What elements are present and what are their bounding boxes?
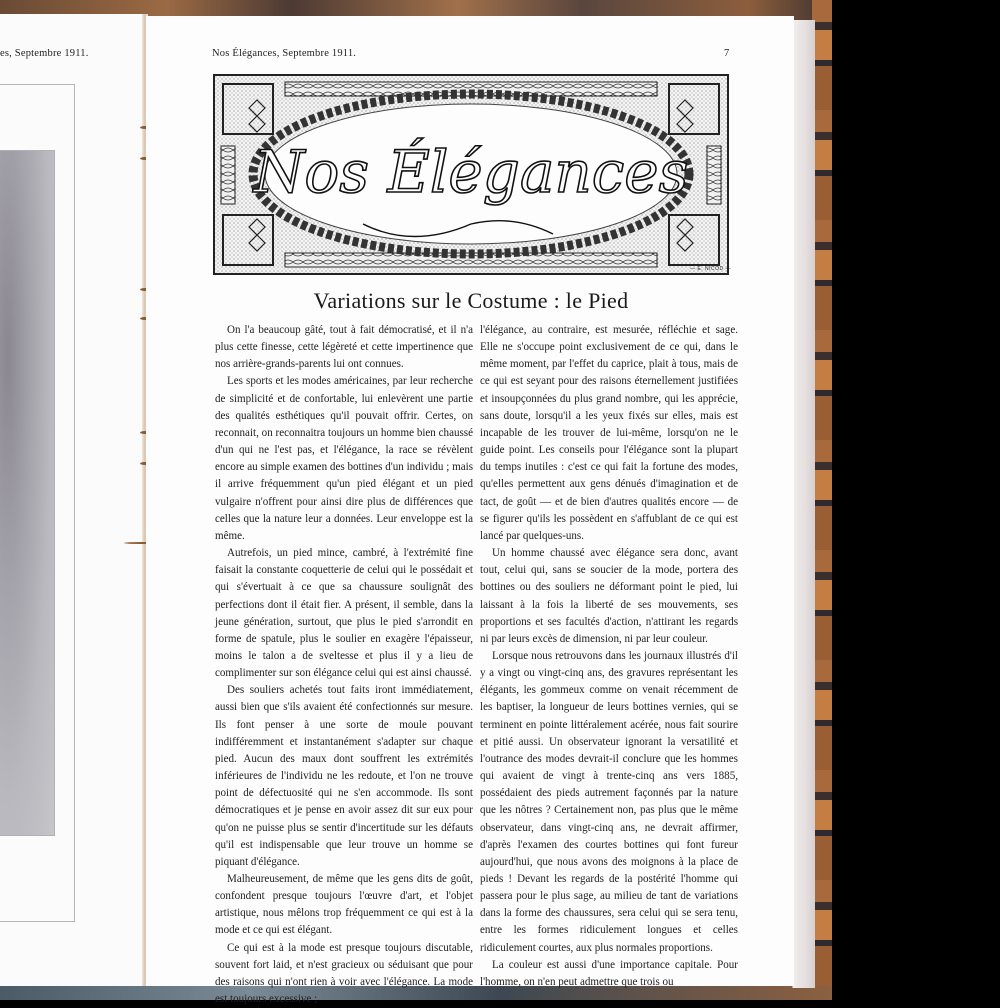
banner-script-title: Nos Élégances (253, 138, 689, 206)
paragraph: Lorsque nous retrouvons dans les journaux illustrés d'il y a vingt ou vingt-cinq ans, des gravures représentant les élégants, les gommeux comme on venait récemment de les baptiser, la longueur de leurs bottines vernies, qui se terminent en pointe littéralement acérée, nous fait sourire et pitié aussi. Un observateur ignorant la versatilité et l'outrance des modes devrait-il conclure que les hommes qui avaient de vingt à trente-cinq ans vers 1885, possédaient des pieds autrement façonnés par la nature que les nôtres ? Certainement non, pas plus que le même observateur, dans vingt-cinq ans, ne devrait affirmer, d'après l'examen des courtes bottines qui font fureur aujourd'hui, que nous avons des moignons à la place de pieds ! Devant les regards de la postérité l'homme qui passera pour le plus sage, au milieu de tant de variations dans la forme des chaussures, sera celui qui se sera tenu, entre les formes ridiculement longues et celles ridiculement courtes, aux plus normales proportions. (480, 649, 738, 954)
paragraph: l'élégance, au contraire, est mesurée, réfléchie et sage. Elle ne s'occupe point exclusivement de ce qui, dans le même moment, par l'effet du caprice, plait à tous, mais de ce qui est seyant pour des raisons éternellement justifiées et insoupçonnées du plus grand nombre, qui les apprécie, sans doute, lorsqu'il a les yeux fixés sur elles, mais est incapable de les trouver de lui-même, lorsqu'on ne le guide point. Les conseils pour l'élégance sont la plupart du temps inutiles : c'est ce qui fait la fortune des modes, qu'elles permettent aux gens dénués d'imagination et de tact, de goût — et de bien d'autres qualités encore — de se figurer qu'ils les possèdent en s'affublant de ce qui est lancé par quelques-uns. (480, 324, 738, 542)
paragraph: Malheureusement, de même que les gens dits de goût, confondent presque toujours l'œuvre d'art, et l'objet artistique, nous mêlons trop fréquemment ce qui est à la mode et ce qui est élégant. (215, 873, 473, 937)
left-running-head: es, Septembre 1911. (0, 48, 89, 59)
paragraph: Autrefois, un pied mince, cambré, à l'extrémité fine faisait la constante coquetterie de celui qui le possédait et qui s'évertuait à ce que sa chaussure soulignât des perfections dont il était fier. A présent, il semble, dans la jeune génération, surtout, que plus le pied s'arrondit en forme de spatule, plus le soulier en exagère l'épaisseur, moins le talon a de sveltesse et plus il y a lieu de complimenter sur son élégance celui qui est ainsi chaussé. (215, 547, 473, 680)
page-number: 7 (724, 48, 730, 59)
paragraph: Un homme chaussé avec élégance sera donc, avant tout, celui qui, sans se soucier de la mode, portera des bottines ou des souliers ne déformant point le pied, lui laissant à la fois la liberté de ses mouvements, ses proportions et ses facultés d'action, n'attirant les regards ni par leurs excès de dimension, ni par leur couleur. (480, 547, 738, 645)
cover-edge-marbled (812, 0, 832, 1000)
paragraph: La couleur est aussi d'une importance capitale. Pour l'homme, on n'en peut admettre que trois ou (480, 958, 738, 988)
paragraph: Ce qui est à la mode est presque toujours discutable, souvent fort laid, et n'est gracieux ou séduisant que pour des raisons qui n'ont rien à voir avec l'élégance. La mode est toujours excessive ; (215, 941, 473, 1006)
article-column-left (215, 322, 473, 1008)
article-title: Variations sur le Costume : le Pied (313, 288, 629, 313)
paragraph: On l'a beaucoup gâté, tout à fait démocratisé, et il n'a plus cette finesse, cette légèreté et cette impertinence que nos arrière-grands-parents lui ont connues. (215, 324, 473, 371)
nos-elegances-banner (213, 74, 732, 275)
article-column-right (480, 322, 738, 991)
page-stack-edge (792, 20, 815, 988)
illustrator-signature: — E. NICOD — (690, 266, 732, 272)
left-page (0, 14, 144, 986)
paragraph: Des souliers achetés tout faits iront immédiatement, aussi bien que s'ils avaient été confectionnés sur mesure. Ils font penser à une sorte de moule pouvant indifféremment et instantanément s'adapter sur chaque pied. Aucun des maux dont souffrent les extrémités inférieures de l'individu ne les redoute, et l'on ne trouve point de défectuosité qui ne s'en accommode. Ils sont démocratiques et je pense en avoir assez dit sur eux pour qu'on ne puisse plus se sentir d'incertitude sur les défauts qu'il est indispensable que leur trouve un homme se piquant d'élégance. (215, 684, 473, 868)
photo-plate (0, 150, 55, 836)
right-running-head: Nos Élégances, Septembre 1911. (212, 48, 357, 59)
paragraph: Les sports et les modes américaines, par leur recherche de simplicité et de confortable, lui enlevèrent une partie des qualités esthétiques qu'il pouvait offrir. Certes, on reconnait, on reconnaitra toujours un homme bien chaussé d'un qui ne l'est pas, et l'élégance, la race se révèlent encore au simple examen des bottines d'un individu ; mais il arrive fréquemment qu'un pied élégant et un pied vulgaire n'offrent pour ainsi dire plus de différences que celles que la nature leur a données. Leur enveloppe est la même. (215, 375, 473, 542)
